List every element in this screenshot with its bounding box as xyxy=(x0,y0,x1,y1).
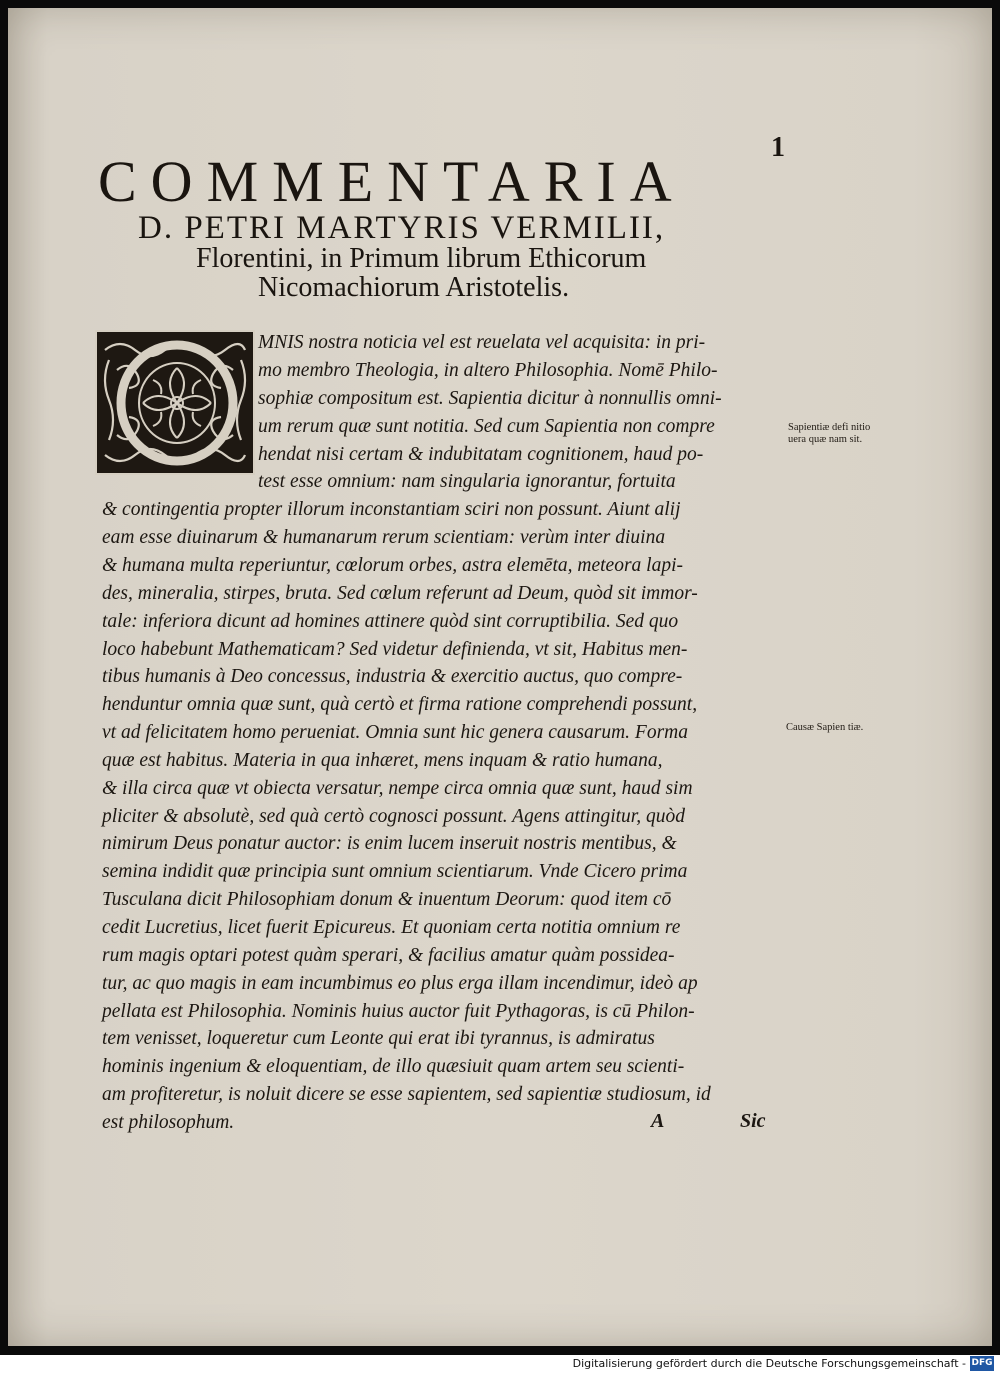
subtitle-line-1: Florentini, in Primum librum Ethicorum xyxy=(196,243,647,274)
text-line: loco habebunt Mathematicam? Sed videtur definienda, vt sit, Habitus men- xyxy=(102,639,688,660)
text-line: pliciter & absolutè, sed quà certò cognosci possunt. Agens attingitur, quòd xyxy=(102,806,685,827)
text-line: vt ad felicitatem homo perueniat. Omnia sunt hic genera causarum. Forma xyxy=(102,722,688,743)
page-number: 1 xyxy=(771,132,785,163)
text-line: Tusculana dicit Philosophiam donum & inuentum Deorum: quod item cō xyxy=(102,889,672,910)
text-line: & humana multa reperiuntur, cœlorum orbes, astra elemēta, meteora lapi- xyxy=(102,555,683,576)
text-line: rum magis optari potest quàm sperari, & facilius amatur quàm possidea- xyxy=(102,945,675,966)
text-line: eam esse diuinarum & humanarum rerum scientiam: verùm inter diuina xyxy=(102,527,666,548)
text-line: henduntur omnia quæ sunt, quà certò et firma ratione comprehendi possunt, xyxy=(102,694,698,715)
text-line: tibus humanis à Deo concessus, industria & exercitio auctus, quo compre- xyxy=(102,666,683,687)
text-line: am profiteretur, is noluit dicere se esse sapientem, sed sapientiæ studiosum, id xyxy=(102,1084,711,1105)
credit-bar xyxy=(0,1355,1000,1373)
text-line: um rerum quæ sunt notitia. Sed cum Sapientia non compre xyxy=(258,416,715,437)
page-title: COMMENTARIA xyxy=(98,149,686,214)
dfg-logo-icon: DFG xyxy=(970,1356,994,1371)
text-line: pellata est Philosophia. Nominis huius auctor fuit Pythagoras, is cū Philon- xyxy=(102,1001,695,1022)
text-line: & illa circa quæ vt obiecta versatur, nempe circa omnia quæ sunt, haud sim xyxy=(102,778,693,799)
subtitle-line-2: Nicomachiorum Aristotelis. xyxy=(258,272,570,303)
text-line: tem venisset, loqueretur cum Leonte qui erat ibi tyrannus, is admiratus xyxy=(102,1028,655,1049)
text-line: hendat nisi certam & indubitatam cognitionem, haud po- xyxy=(258,444,704,465)
text-line: semina indidit quæ principia sunt omnium scientiarum. Vnde Cicero prima xyxy=(102,861,688,882)
text-line: des, mineralia, stirpes, bruta. Sed cœlum referunt ad Deum, quòd sit immor- xyxy=(102,583,698,604)
text-line: tur, ac quo magis in eam incumbimus eo plus erga illam incendimur, ideò ap xyxy=(102,973,698,994)
text-line: sophiæ compositum est. Sapientia dicitur à nonnullis omni- xyxy=(258,388,722,409)
text-line: hominis ingenium & eloquentiam, de illo quæsiuit quam artem seu scienti- xyxy=(102,1056,685,1077)
text-line: cedit Lucretius, licet fuerit Epicureus. Et quoniam certa notitia omnium re xyxy=(102,917,681,938)
catchword: Sic xyxy=(740,1110,766,1132)
author-line: D. PETRI MARTYRIS VERMILII, xyxy=(138,210,666,246)
signature-mark: A xyxy=(651,1110,665,1132)
decorated-initial-o-icon xyxy=(95,330,255,475)
margin-note-definition: Sapientiæ defi nitio uera quæ nam sit. xyxy=(788,422,871,445)
funding-credit: Digitalisierung gefördert durch die Deutsche Forschungsgemeinschaft - xyxy=(572,1357,966,1370)
text-line: & contingentia propter illorum inconstantiam sciri non possunt. Aiunt alij xyxy=(102,499,681,520)
text-line: mo membro Theologia, in altero Philosophia. Nomē Philo- xyxy=(258,360,718,381)
margin-note-causes: Causæ Sapien tiæ. xyxy=(786,722,864,733)
text-line: MNIS nostra noticia vel est reuelata vel acquisita: in pri- xyxy=(258,332,706,353)
text-line: test esse omnium: nam singularia ignorantur, fortuita xyxy=(258,471,676,492)
text-line: tale: inferiora dicunt ad homines attinere quòd sint corruptibilia. Sed quo xyxy=(102,611,679,632)
text-line: est philosophum. xyxy=(102,1112,235,1133)
text-line: quæ est habitus. Materia in qua inhæret, mens inquam & ratio humana, xyxy=(102,750,663,771)
text-line: nimirum Deus ponatur auctor: is enim lucem inseruit nostris mentibus, & xyxy=(102,833,677,854)
